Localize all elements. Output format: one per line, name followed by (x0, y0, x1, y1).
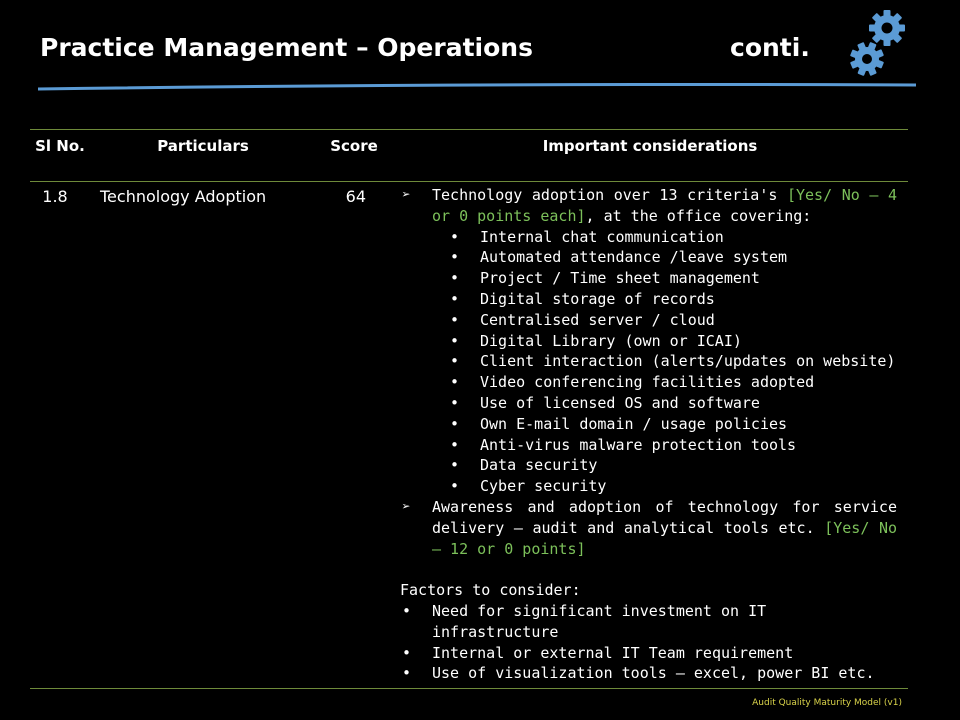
bullet-icon: • (450, 227, 460, 246)
bullet-icon: • (450, 310, 460, 329)
criteria-label: Automated attendance /leave system (480, 248, 788, 267)
list-item (400, 310, 897, 331)
header-considerations: Important considerations (542, 137, 758, 155)
bullet-icon: • (450, 393, 460, 412)
factor-item (400, 643, 897, 664)
criteria-label: Client interaction (alerts/updates on website) (480, 352, 896, 371)
factor-item (400, 601, 897, 643)
list-item (400, 351, 897, 372)
list-item (400, 414, 897, 435)
list-item (400, 331, 897, 352)
point2-highlight: [Yes/ No – 12 or 0 points] (432, 518, 898, 558)
point1-text: Technology adoption over 13 criteria's (432, 186, 787, 204)
arrow-bullet-icon: ➢ (402, 498, 411, 515)
bullet-icon: • (450, 352, 460, 371)
bullet-icon: • (450, 477, 460, 496)
header-sl-no: Sl No. (35, 137, 85, 155)
point1-highlight: [Yes/ No – 4 or 0 points each] (432, 186, 897, 225)
criteria-label: Use of licensed OS and software (480, 393, 760, 412)
factor-label: Use of visualization tools – excel, power BI etc. (432, 664, 875, 683)
criteria-label: Digital Library (own or ICAI) (480, 331, 742, 350)
bullet-icon: • (450, 248, 460, 267)
point2-text: Awareness and adoption of technology for service delivery – audit and analytical tools etc. (432, 497, 897, 537)
criteria-label: Video conferencing facilities adopted (480, 373, 815, 392)
table-header-rule (30, 181, 908, 182)
cell-sl-no: 1.8 (42, 187, 68, 206)
criteria-label: Cyber security (480, 477, 607, 496)
bullet-icon: • (402, 664, 412, 683)
bullet-icon: • (450, 289, 460, 308)
cell-particulars: Technology Adoption (100, 187, 267, 206)
criteria-label: Centralised server / cloud (480, 310, 715, 329)
list-item (400, 289, 897, 310)
bullet-icon: • (402, 643, 412, 662)
criteria-label: Anti-virus malware protection tools (480, 435, 797, 454)
criteria-label: Internal chat communication (480, 227, 724, 246)
table-top-rule (30, 129, 908, 130)
arrow-bullet-icon: ➢ (402, 187, 411, 203)
factor-label: Need for significant investment on IT infrastructure (432, 601, 767, 641)
footer-text: Audit Quality Maturity Model (v1) (752, 698, 902, 708)
factor-item (400, 663, 897, 684)
list-item (400, 268, 897, 289)
bullet-icon: • (450, 456, 460, 475)
consideration-point-1 (400, 185, 897, 227)
cell-score: 64 (345, 187, 366, 206)
list-item (400, 476, 897, 497)
slide-title-suffix: conti. (730, 33, 810, 62)
criteria-label: Own E-mail domain / usage policies (480, 414, 788, 433)
list-item (400, 372, 897, 393)
criteria-list (400, 227, 897, 497)
factor-label: Internal or external IT Team requirement (432, 643, 794, 662)
list-item (400, 435, 897, 456)
list-item (400, 393, 897, 414)
bullet-icon: • (450, 373, 460, 392)
criteria-label: Digital storage of records (480, 289, 715, 308)
header-particulars: Particulars (157, 137, 249, 155)
bullet-icon: • (450, 435, 460, 454)
bullet-icon: • (450, 331, 460, 350)
bullet-icon: • (450, 414, 460, 433)
header-score: Score (330, 137, 378, 155)
cell-considerations (400, 185, 897, 684)
title-underline (38, 83, 918, 91)
bullet-icon: • (450, 269, 460, 288)
list-item (400, 247, 897, 268)
consideration-point-2 (400, 497, 897, 559)
point1-tail: , at the office covering: (585, 206, 812, 225)
criteria-label: Project / Time sheet management (480, 269, 760, 288)
table-bottom-rule (30, 688, 908, 689)
list-item (400, 455, 897, 476)
criteria-label: Data security (480, 456, 598, 475)
bullet-icon: • (402, 601, 412, 620)
gears-icon (840, 4, 920, 82)
slide-title: Practice Management – Operations (40, 33, 533, 62)
list-item (400, 227, 897, 248)
factors-list (400, 601, 897, 684)
factors-title: Factors to consider: (400, 581, 581, 600)
